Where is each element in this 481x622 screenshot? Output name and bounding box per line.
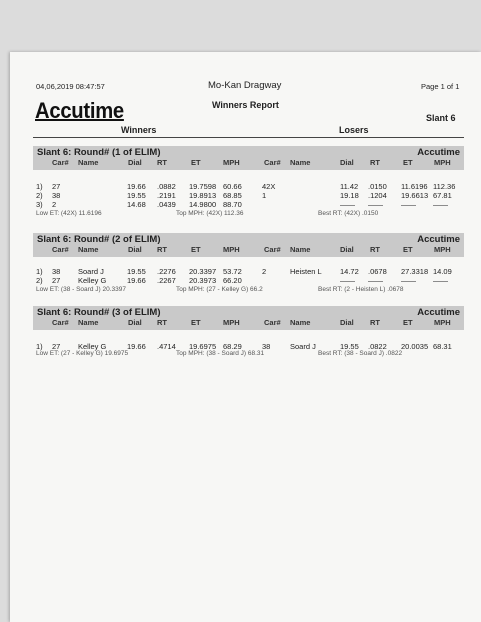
table-cell-w-mph: 66.20 [223, 276, 242, 285]
row-position: 2) [36, 191, 43, 200]
losers-heading: Losers [339, 125, 369, 135]
table-cell-w-dial: 19.66 [127, 342, 146, 351]
table-cell-l-et: 19.6613 [401, 191, 429, 200]
table-cell-w-mph: 53.72 [223, 267, 242, 276]
table-cell-w-car: 38 [52, 267, 61, 276]
report-title: Winners Report [212, 100, 279, 110]
table-cell-l-mph: —— [433, 200, 448, 209]
table-cell-w-rt: .2267 [157, 276, 176, 285]
table-cell-w-rt: .2191 [157, 191, 176, 200]
column-header: ET [403, 158, 413, 167]
round-title: Slant 6: Round# (2 of ELIM) [37, 234, 161, 245]
column-header: ET [403, 318, 413, 327]
table-cell-w-name: Kelley G [78, 342, 107, 351]
table-cell-l-mph: 68.31 [433, 342, 452, 351]
column-header: Dial [340, 245, 354, 254]
table-cell-w-mph: 88.70 [223, 200, 242, 209]
column-header: Car# [52, 245, 69, 254]
row-position: 1) [36, 267, 43, 276]
table-cell-w-et: 20.3397 [189, 267, 217, 276]
table-cell-l-dial: —— [340, 200, 355, 209]
column-header: RT [157, 318, 167, 327]
column-header: Name [78, 318, 99, 327]
row-position: 3) [36, 200, 43, 209]
header-divider [33, 137, 464, 138]
round-footer-best-rt: Best RT: (38 - Soard J) .0822 [318, 350, 403, 357]
round-header [33, 233, 464, 257]
table-cell-l-mph: 14.09 [433, 267, 452, 276]
round-header [33, 306, 464, 330]
table-cell-l-rt: .0822 [368, 342, 387, 351]
column-header: Car# [264, 318, 281, 327]
table-cell-w-mph: 68.85 [223, 191, 242, 200]
track-name: Mo-Kan Dragway [208, 80, 282, 91]
column-header: MPH [223, 245, 240, 254]
table-cell-l-name: Heisten L [290, 267, 322, 276]
winners-heading: Winners [121, 125, 157, 135]
row-position: 2) [36, 276, 43, 285]
table-cell-w-name: Kelley G [78, 276, 107, 285]
report-datetime: 04,06,2019 08:47:57 [36, 82, 105, 91]
page-number: Page 1 of 1 [421, 82, 460, 91]
table-cell-w-et: 20.3973 [189, 276, 217, 285]
column-header: MPH [223, 158, 240, 167]
column-header: Dial [128, 158, 142, 167]
timing-brand: Accutime [417, 147, 460, 158]
column-header: Car# [52, 158, 69, 167]
table-cell-w-car: 27 [52, 276, 61, 285]
column-header: Name [290, 318, 311, 327]
table-cell-l-dial: 19.18 [340, 191, 359, 200]
column-header: Name [78, 245, 99, 254]
table-cell-w-car: 27 [52, 342, 61, 351]
table-cell-l-mph: 67.81 [433, 191, 452, 200]
column-header: MPH [434, 245, 451, 254]
round-footer-top-mph: Top MPH: (38 - Soard J) 68.31 [176, 350, 265, 357]
table-cell-w-dial: 19.66 [127, 182, 146, 191]
column-header: Dial [128, 318, 142, 327]
round-footer-best-rt: Best RT: (42X) .0150 [318, 210, 379, 217]
timing-brand: Accutime [417, 307, 460, 318]
table-cell-w-rt: .0882 [157, 182, 176, 191]
class-name: Slant 6 [426, 113, 456, 123]
round-footer-top-mph: Top MPH: (27 - Kelley G) 66.2 [176, 286, 263, 293]
table-cell-l-dial: —— [340, 276, 355, 285]
table-cell-w-rt: .2276 [157, 267, 176, 276]
round-header [33, 146, 464, 170]
column-header: ET [191, 245, 201, 254]
accutime-logo: Accutime [35, 98, 124, 123]
column-header: RT [157, 245, 167, 254]
table-cell-w-et: 19.8913 [189, 191, 217, 200]
column-header: Name [78, 158, 99, 167]
table-cell-w-et: 19.7598 [189, 182, 217, 191]
table-cell-l-et: 11.6196 [401, 182, 428, 191]
table-cell-w-et: 19.6975 [189, 342, 217, 351]
column-header: Name [290, 245, 311, 254]
column-header: Car# [52, 318, 69, 327]
round-footer-low-et: Low ET: (42X) 11.6196 [36, 210, 102, 217]
table-cell-w-rt: .0439 [157, 200, 176, 209]
table-cell-l-rt: .0150 [368, 182, 387, 191]
column-header: ET [191, 318, 201, 327]
table-cell-l-rt: .1204 [368, 191, 387, 200]
table-cell-l-dial: 14.72 [340, 267, 359, 276]
table-cell-w-dial: 19.55 [127, 191, 146, 200]
column-header: Dial [340, 158, 354, 167]
table-cell-l-et: 20.0035 [401, 342, 429, 351]
table-cell-w-car: 27 [52, 182, 61, 191]
column-header: RT [370, 318, 380, 327]
table-cell-l-rt: —— [368, 276, 383, 285]
round-title: Slant 6: Round# (1 of ELIM) [37, 147, 161, 158]
table-cell-l-rt: —— [368, 200, 383, 209]
table-cell-w-car: 2 [52, 200, 57, 209]
table-cell-l-car: 38 [262, 342, 271, 351]
table-cell-l-mph: —— [433, 276, 448, 285]
table-cell-l-mph: 112.36 [433, 182, 456, 191]
table-cell-l-et: 27.3318 [401, 267, 429, 276]
table-cell-w-dial: 14.68 [127, 200, 146, 209]
table-cell-l-car: 2 [262, 267, 267, 276]
column-header: Name [290, 158, 311, 167]
table-cell-l-name: Soard J [290, 342, 316, 351]
round-title: Slant 6: Round# (3 of ELIM) [37, 307, 161, 318]
column-header: ET [191, 158, 201, 167]
column-header: Car# [264, 245, 281, 254]
round-footer-low-et: Low ET: (27 - Kelley G) 19.6975 [36, 350, 129, 357]
column-header: Dial [340, 318, 354, 327]
table-cell-w-rt: .4714 [157, 342, 176, 351]
row-position: 1) [36, 182, 43, 191]
round-footer-low-et: Low ET: (38 - Soard J) 20.3397 [36, 286, 126, 293]
table-cell-w-dial: 19.66 [127, 276, 146, 285]
table-cell-w-dial: 19.55 [127, 267, 146, 276]
round-footer-best-rt: Best RT: (2 - Heisten L) .0678 [318, 286, 404, 293]
column-header: MPH [434, 318, 451, 327]
timing-brand: Accutime [417, 234, 460, 245]
column-header: RT [370, 245, 380, 254]
column-header: MPH [223, 318, 240, 327]
table-cell-w-name: Soard J [78, 267, 104, 276]
table-cell-w-car: 38 [52, 191, 61, 200]
column-header: ET [403, 245, 413, 254]
column-header: MPH [434, 158, 451, 167]
table-cell-l-car: 42X [262, 182, 276, 191]
row-position: 1) [36, 342, 43, 351]
table-cell-l-car: 1 [262, 191, 267, 200]
column-header: RT [370, 158, 380, 167]
round-footer-top-mph: Top MPH: (42X) 112.36 [176, 210, 244, 217]
table-cell-l-rt: .0678 [368, 267, 387, 276]
table-cell-w-mph: 60.66 [223, 182, 242, 191]
table-cell-l-et: —— [401, 200, 416, 209]
table-cell-l-et: —— [401, 276, 416, 285]
table-cell-l-dial: 19.55 [340, 342, 359, 351]
column-header: RT [157, 158, 167, 167]
table-cell-l-dial: 11.42 [340, 182, 359, 191]
column-header: Car# [264, 158, 281, 167]
column-header: Dial [128, 245, 142, 254]
table-cell-w-et: 14.9800 [189, 200, 217, 209]
table-cell-w-mph: 68.29 [223, 342, 242, 351]
